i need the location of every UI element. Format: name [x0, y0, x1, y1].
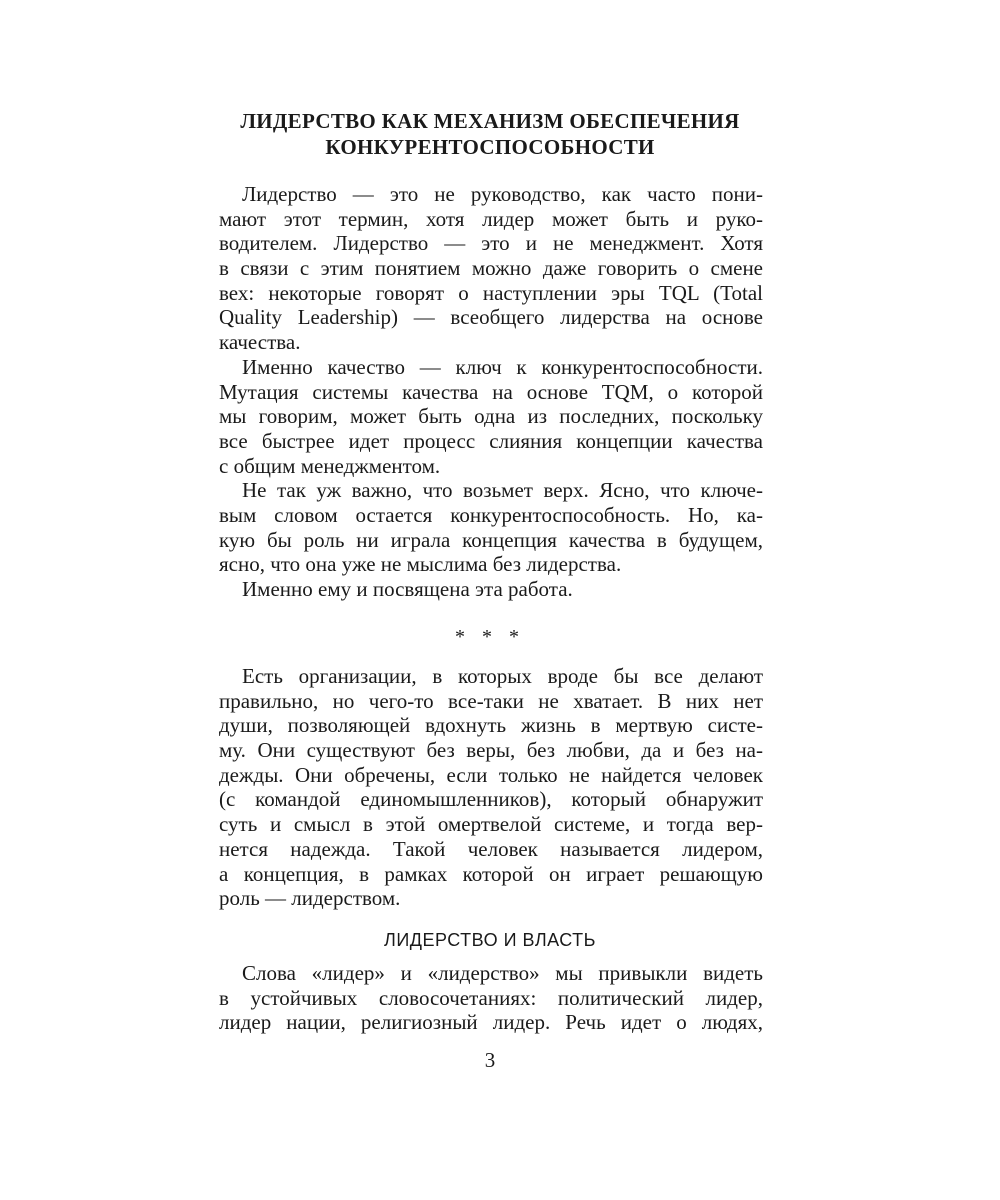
text-line: мают этот термин, хотя лидер может быть и руко-: [219, 206, 763, 231]
paragraph-competitiveness: [219, 478, 763, 577]
page-number: 3: [484, 1048, 496, 1072]
text-line: правильно, но чего-то все-таки не хватает. В них нет: [219, 688, 763, 713]
text-line: в связи с этим понятием можно даже говорить о смене: [219, 256, 763, 281]
text-line: кую бы роль ни играла концепция качества в будущем,: [219, 527, 763, 552]
text-line: мы говорим, может быть одна из последних, поскольку: [219, 404, 763, 429]
leadership-power-text-block: [219, 961, 763, 1035]
chapter-title-line-1: ЛИДЕРСТВО КАК МЕХАНИЗМ ОБЕСПЕЧЕНИЯ: [240, 109, 740, 133]
text-line: ясно, что она уже не мыслима без лидерства.: [219, 552, 622, 577]
text-line: Именно ему и посвящена эта работа.: [242, 577, 573, 601]
text-line: с общим менеджментом.: [219, 453, 441, 478]
text-line: Лидерство — это не руководство, как часто пони-: [242, 182, 763, 206]
text-line: Есть организации, в которых вроде бы все делают: [242, 664, 763, 688]
text-line: вех: некоторые говорят о наступлении эры TQL (Total: [219, 280, 763, 305]
chapter-title-line-2: КОНКУРЕНТОСПОСОБНОСТИ: [325, 135, 655, 159]
text-line: Мутация системы качества на основе TQM, о которой: [219, 379, 763, 404]
text-line: Quality Leadership) — всеобщего лидерства на основе: [219, 305, 763, 330]
text-line: му. Они существуют без веры, без любви, да и без на-: [219, 738, 763, 763]
paragraph-leadership-definition: [219, 182, 763, 355]
text-line: суть и смысл в этой омертвелой системе, и тогда вер-: [219, 812, 763, 837]
text-line: дежды. Они обречены, если только не найдется человек: [219, 762, 763, 787]
text-line: Не так уж важно, что возьмет верх. Ясно, что ключе-: [242, 478, 763, 503]
paragraph-dedication: [219, 577, 763, 602]
paragraph-leader-words: [219, 961, 763, 1035]
text-line: водителем. Лидерство — это и не менеджмент. Хотя: [219, 231, 763, 256]
text-line: качества.: [219, 330, 301, 355]
text-line: роль — лидерством.: [219, 886, 401, 911]
text-line: Именно качество — ключ к конкурентоспособности.: [242, 354, 763, 379]
text-line: вым словом остается конкурентоспособность. Но, ка-: [219, 502, 763, 527]
paragraph-quality-key: [219, 355, 763, 478]
section-heading: ЛИДЕРСТВО И ВЛАСТЬ: [384, 930, 596, 950]
text-line: лидер нации, религиозный лидер. Речь идет о людях,: [219, 1010, 763, 1035]
text-line: а концепция, в рамках которой он играет решающую: [219, 861, 763, 886]
section-separator: * * *: [455, 626, 525, 648]
organizations-text-block: [219, 664, 763, 911]
text-line: души, позволяющей вдохнуть жизнь в мертвую систе-: [219, 713, 763, 738]
text-line: (с командой единомышленников), который обнаружит: [219, 787, 763, 812]
chapter-title: [200, 108, 780, 160]
text-line: нется надежда. Такой человек называется лидером,: [219, 836, 763, 861]
text-line: Слова «лидер» и «лидерство» мы привыкли видеть: [242, 961, 763, 985]
text-line: все быстрее идет процесс слияния концепции качества: [219, 428, 763, 453]
text-line: в устойчивых словосочетаниях: политический лидер,: [219, 985, 763, 1010]
intro-text-block: [219, 182, 763, 602]
paragraph-organizations: [219, 664, 763, 911]
